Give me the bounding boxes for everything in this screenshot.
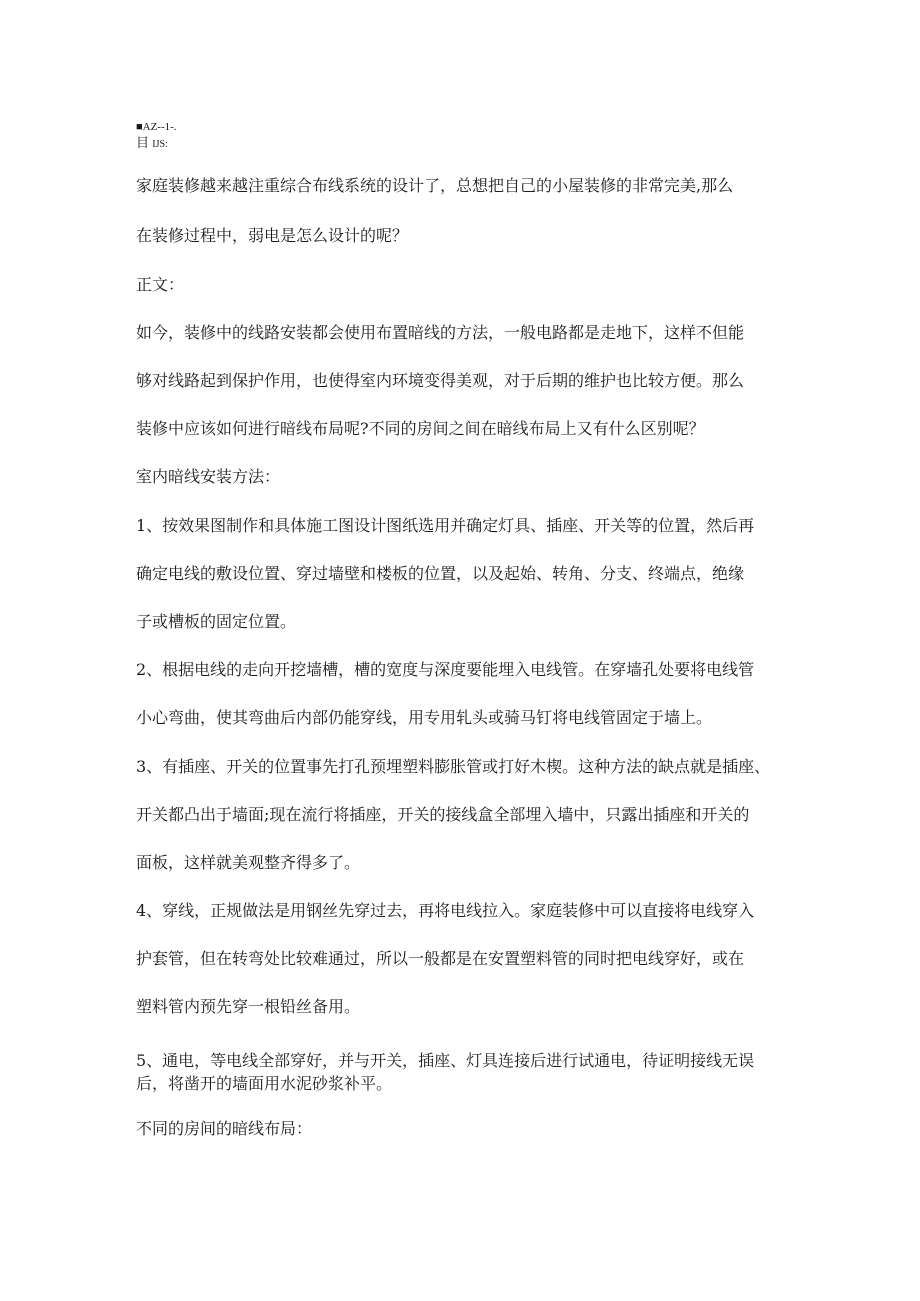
para1-line-3: 装修中应该如何进行暗线布局呢?不同的房间之间在暗线布局上又有什么区别呢？ <box>136 419 705 438</box>
intro-line-2: 在装修过程中，弱电是怎么设计的呢？ <box>136 226 409 245</box>
header-index-main: 目 <box>136 135 153 150</box>
header-index-small: IJS: <box>152 139 168 150</box>
step1-line-3: 子或槽板的固定位置。 <box>136 612 297 631</box>
step1-line-2: 确定电线的敷设位置、穿过墙壁和楼板的位置，以及起始、转角、分支、终端点，绝缘 <box>136 564 745 583</box>
step4-line-1: 4、穿线，正规做法是用钢丝先穿过去，再将电线拉入。家庭装修中可以直接将电线穿入 <box>136 901 755 920</box>
step2-line-2: 小心弯曲，使其弯曲后内部仍能穿线，用专用轧头或骑马钉将电线管固定于墙上。 <box>136 708 713 727</box>
para1-line-1: 如今，装修中的线路安装都会使用布置暗线的方法，一般电路都是走地下，这样不但能 <box>136 323 745 342</box>
step1-line-1: 1、按效果图制作和具体施工图设计图纸选用并确定灯具、插座、开关等的位置，然后再 <box>136 516 755 535</box>
para1-line-2: 够对线路起到保护作用，也使得室内环境变得美观，对于后期的维护也比较方便。那么 <box>136 371 745 390</box>
body-heading: 正文： <box>136 275 185 294</box>
intro-line-1: 家庭装修越来越注重综合布线系统的设计了，总想把自己的小屋装修的非常完美,那么 <box>136 176 734 195</box>
step3-line-1: 3、有插座、开关的位置事先打孔预埋塑料膨胀管或打好木楔。这种方法的缺点就是插座、 <box>136 757 771 776</box>
methods-heading: 室内暗线安装方法： <box>136 467 281 486</box>
step2-line-1: 2、根据电线的走向开挖墙槽，槽的宽度与深度要能埋入电线管。在穿墙孔处要将电线管 <box>136 660 755 679</box>
step5-line-2: 后，将凿开的墙面用水泥砂浆补平。 <box>136 1074 393 1093</box>
header-index <box>136 134 168 154</box>
step3-line-3: 面板，这样就美观整齐得多了。 <box>136 853 361 872</box>
step4-line-3: 塑料管内预先穿一根铅丝备用。 <box>136 997 361 1016</box>
rooms-heading: 不同的房间的暗线布局： <box>136 1119 313 1138</box>
step4-line-2: 护套管，但在转弯处比较难通过，所以一般都是在安置塑料管的同时把电线穿好，或在 <box>136 949 745 968</box>
step5-line-1: 5、通电，等电线全部穿好，并与开关，插座、灯具连接后进行试通电，待证明接线无误 <box>136 1051 755 1070</box>
header-code: ■AZ--1-. <box>136 121 177 133</box>
step3-line-2: 开关都凸出于墙面;现在流行将插座，开关的接线盒全部埋入墙中，只露出插座和开关的 <box>136 805 750 824</box>
